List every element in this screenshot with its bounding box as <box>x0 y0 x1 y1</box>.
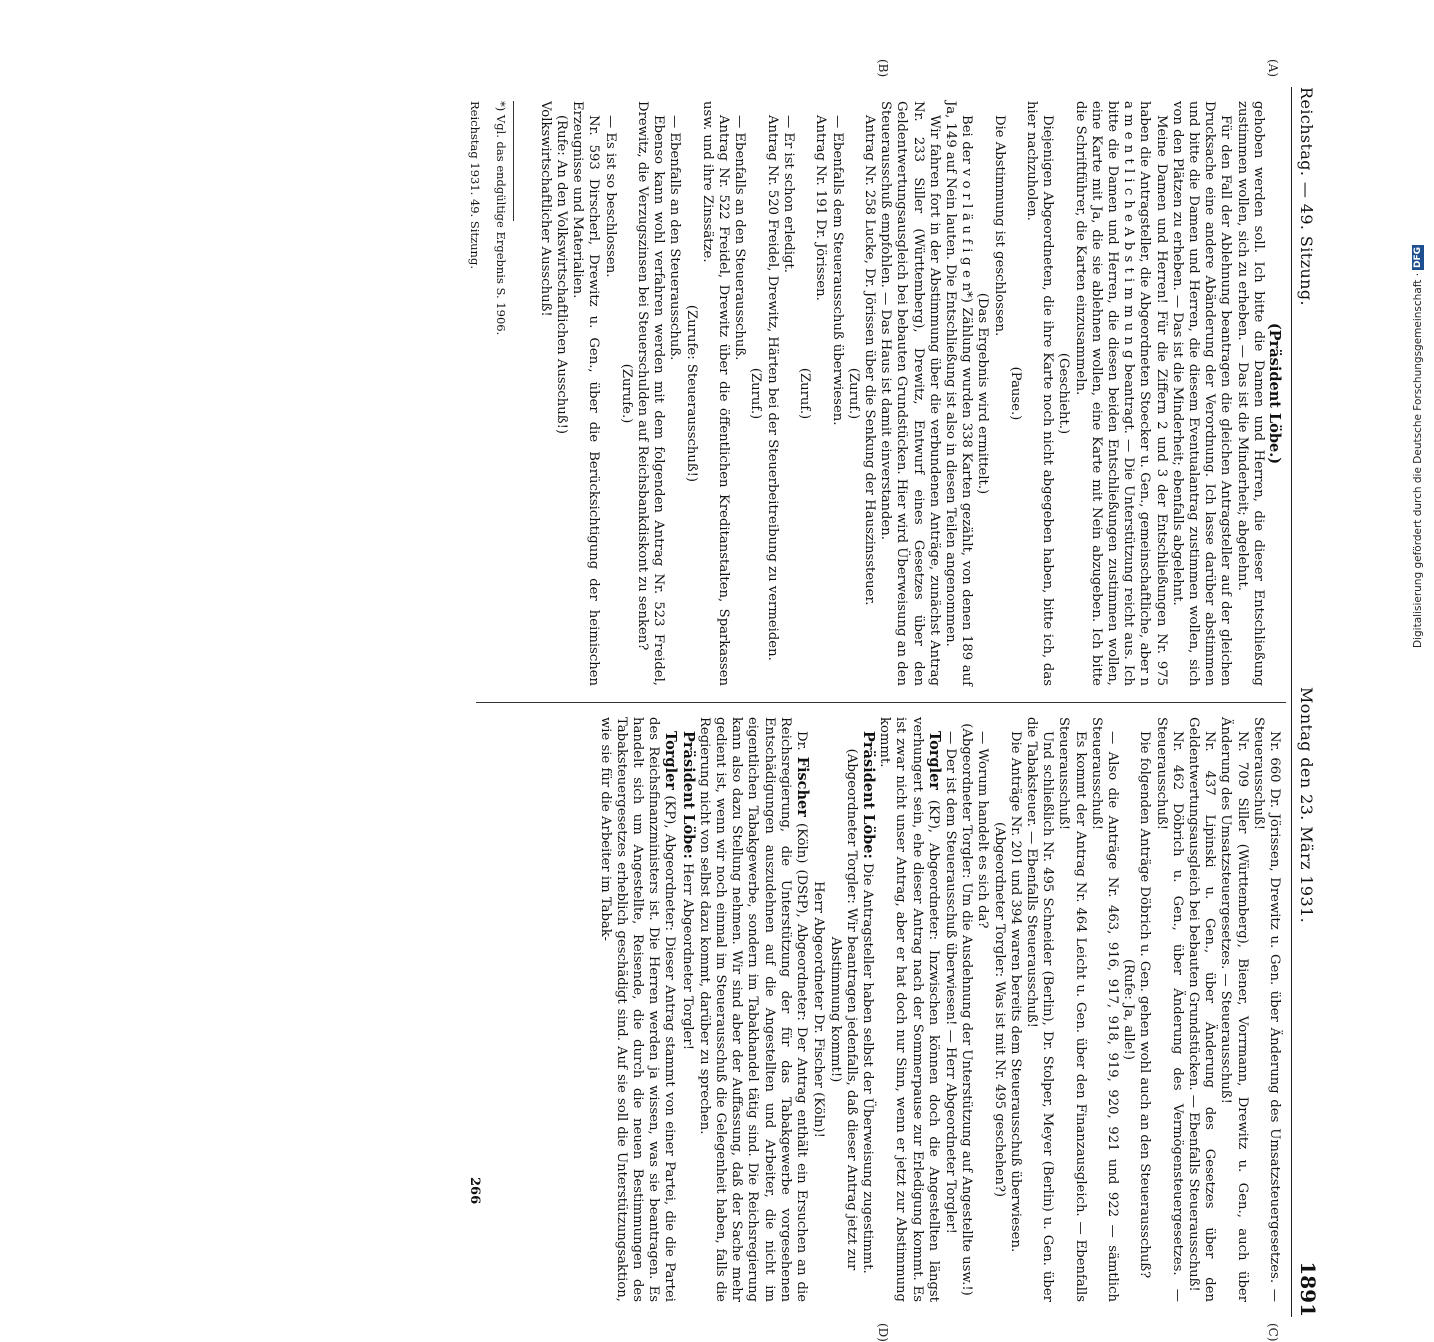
interjection: (Abgeordneter Torgler: Wir beantragen jedenfalls, daß dieser Antrag jetzt zur Abstimmung kommt!) <box>827 748 859 1271</box>
document-page <box>440 59 1320 1342</box>
paragraph: Die Abstimmung ist geschlossen. <box>991 115 1007 337</box>
paragraph: Und schließlich Nr. 495 Schneider (Berlin), Dr. Stolper, Meyer (Berlin) u. Gen. über die Tabaksteuer. — Ebenfalls Steuerausschuß! <box>1023 717 1056 1302</box>
paragraph: Die folgenden Anträge Döbrich u. Gen. gehen wohl auch an den Steuerausschuß? <box>1137 731 1153 1279</box>
interjection: (Das Ergebnis wird ermittelt.) <box>975 292 991 495</box>
speech-torgler <box>596 717 678 1302</box>
speech-fischer <box>696 717 810 1302</box>
paragraph: Antrag Nr. 522 Freidel, Drewitz über die öffentlichen Kreditanstalten, Sparkassen usw. und ihre Zinssätze. <box>699 101 732 686</box>
paragraph: Die Anträge Nr. 201 und 394 waren bereits dem Steuerausschuß überwiesen. <box>1007 731 1023 1253</box>
paragraph: — Ebenfalls an den Steuerausschuß. <box>732 115 748 361</box>
margin-marker-b: (B) <box>876 59 890 78</box>
paragraph: Antrag Nr. 520 Freidel, Drewitz, Härten bei der Steuerbeitreibung zu vermeiden. <box>764 115 780 661</box>
paragraph: — Ebenfalls an den Steuerausschuß. <box>667 115 683 361</box>
speech-text: (KP), Abgeordneter: Dieser Antrag stammt von einer Partei, die die Partei des Reichsfinanzministers ist. Die Herren werden ja wissen, was sie beantragen. Es handelt sich um Angestellte, Reisende, die durch die neuen Bestimmungen des Tabaksteuergesetzes erheblich geschädigt sind. Auf sie soll die Unterstützungsaktion, wie sie für die Arbeiter im Tabak- <box>597 717 678 1302</box>
dfg-logo: DFG <box>1413 246 1423 268</box>
paragraph: Antrag Nr. 191 Dr. Jörissen. <box>813 115 829 301</box>
page-number: 1891 <box>1296 1261 1320 1317</box>
interjection: (Rufe: Ja, alle!) <box>1121 959 1137 1060</box>
speech-text: Herr Abgeordneter Torgler! <box>679 858 695 1051</box>
paragraph: Bei der v o r l ä u f i g e n*) Zählung wurden 338 Karten gezählt, von denen 189 auf Ja, 149 auf Nein lauten. Die Entschließung ist also in diesen Teilen angenommen. <box>942 101 975 686</box>
interjection: (Geschieht.) <box>1056 352 1072 435</box>
paragraph: Nr. 709 Siller (Württemberg), Biener, Vorrmann, Drewitz u. Gen., auch über Änderung des Umsatzsteuergesetzes. — Steuerausschuß! <box>1218 717 1250 1302</box>
interjection: (Rufe: An den Volkswirtschaftlichen Ausschuß!) <box>554 115 570 435</box>
speech-president <box>859 717 876 1302</box>
header-date: Montag den 23. März 1931. <box>1297 687 1316 924</box>
digitization-credit <box>1412 8 1434 648</box>
speaker-prefix: Dr. <box>794 731 810 757</box>
paragraph: Nr. 593 Dirscherl, Drewitz u. Gen., über die Berücksichtigung der heimischen Erzeugnisse und Materialien. <box>570 101 602 686</box>
interjection: (Abgeordneter Torgler: Um die Ausdehnung der Unterstützung auf Angestellte usw.!) <box>959 723 975 1296</box>
speaker-name: Fischer <box>794 756 812 817</box>
credit-text: Digitalisierung gefördert durch die Deutsche Forschungsgemeinschaft · <box>1412 269 1424 648</box>
right-column <box>596 717 1282 1302</box>
paragraph: Diejenigen Abgeordneten, die ihre Karte noch nicht abgegeben haben, bitte ich, das hier nachzuholen. <box>1023 101 1056 686</box>
paragraph: — Worum handelt es sich da? <box>975 731 991 929</box>
left-column <box>537 101 1282 686</box>
footer-number: 266 <box>467 1177 482 1205</box>
paragraph: — Es ist so beschlossen. <box>602 115 618 278</box>
paragraph: — Ebenfalls dem Steuerausschuß überwiesen. <box>829 115 845 426</box>
paragraph: Nr. 437 Lipinski u. Gen., über Änderung des Gesetzes über den Geldentwertungsausgleich bei bebauten Grundstücken. — Ebenfalls Steuerausschuß! <box>1185 717 1218 1302</box>
speaker-name: Torgler <box>925 731 943 790</box>
speech-torgler <box>876 717 942 1302</box>
interjection: (Zurufe: Steuerausschuß!) <box>683 304 699 483</box>
paragraph: gehoben werden soll. Ich bitte die Damen und Herren, die dieser Entschließung zustimmen wollen, sich zu erheben. — Das ist die Minderheit; abgelehnt. <box>1234 101 1266 686</box>
footnote: *) Vgl. das endgültige Ergebnis S. 1906. <box>494 101 508 336</box>
interjection: (Zurufe.) <box>618 363 634 424</box>
speech-president <box>678 717 695 1302</box>
paragraph: Antrag Nr. 258 Lucke, Dr. Jörissen über die Senkung der Hauszinssteuer. <box>861 115 877 606</box>
interjection: (Zuruf.) <box>748 367 764 420</box>
paragraph: — Der ist dem Steuerausschuß überwiesen! — Herr Abgeordneter Torgler! <box>942 731 958 1234</box>
paragraph: Wir fahren fort in der Abstimmung über die verbundenen Anträge, zunächst Antrag Nr. 233 Siller (Württemberg), Drewitz, Entwurf eines Gesetzes über den Geldentwertungsausgleich bei bebauten Grundstücken. Hier wird Überweisung an den Steuerausschuß empfohlen. — Das Haus ist damit einverstanden. <box>878 101 942 686</box>
interjection: (Zuruf.) <box>845 367 861 420</box>
paragraph: Für den Fall der Ablehnung beantragen die gleichen Antragsteller auf der gleichen Drucksache eine andere Abänderung der Verordnung. Ich lasse darüber abstimmen und bitte die Damen und Herren, die diesem Eventualantrag zustimmen wollen, sich von den Plätzen zu erheben. — Das ist die Minderheit; ebenfalls abgelehnt. <box>1169 101 1234 686</box>
margin-marker-a: (A) <box>1266 59 1280 78</box>
speaker-name: Torgler <box>662 731 680 790</box>
interjection: (Abgeordneter Torgler: Was ist mit Nr. 495 geschehen?) <box>991 821 1007 1198</box>
paragraph: Volkswirtschaftlicher Ausschuß! <box>537 101 553 317</box>
paragraph: Herr Abgeordneter Dr. Fischer (Köln)! <box>811 881 827 1138</box>
footnote-rule <box>513 101 514 221</box>
interjection: (Pause.) <box>1007 366 1023 421</box>
speaker-name: Präsident Löbe: <box>859 731 877 859</box>
speech-text: (KP), Abgeordneter: Inzwischen können doch die Angestellten längst verhungert sein, ehe dieser Antrag nach der Sommerpause zur Erledigung kommt. Es ist zwar nicht unser Antrag, aber er hat doch nur Sinn, wenn er jetzt zur Abstimmung kommt. <box>877 717 941 1302</box>
paragraph: Ebenso kann wohl verfahren werden mit dem folgenden Antrag Nr. 523 Freidel, Drewitz, die Verzugszinsen bei Steuerschulden auf Reichsbankdiskont zu senken? <box>635 101 667 686</box>
paragraph: Es kommt der Antrag Nr. 464 Leicht u. Gen. über den Finanzausgleich. — Ebenfalls Steuerausschuß! <box>1056 717 1088 1302</box>
margin-marker-c: (C) <box>1266 1323 1280 1342</box>
paragraph: — Er ist schon erledigt. <box>780 115 796 273</box>
speech-text: Die Antragsteller haben selbst der Überweisung zugestimmt. <box>859 858 875 1274</box>
margin-marker-d: (D) <box>876 1323 890 1342</box>
speaker-name: Präsident Löbe: <box>679 731 697 859</box>
column-divider <box>476 702 1286 703</box>
speech-text: (Köln) (DStP), Abgeordneter: Der Antrag enthält ein Ersuchen an die Reichsregierung, die Unterstützung der für das Tabakgewerbe vorgesehenen Entschädigungen auszudehnen auf die Angestellten und Arbeiter, die nicht im eigentlichen Tabakgewerbe, sondern im Tabakhandel tätig sind. Die Reichsregierung kann also dazu Stellung nehmen. Wir sind aber der Auffassung, daß der Sache mehr gedient ist, wenn wir noch einmal im Steuerausschuß die Gelegenheit haben, falls die Regierung nicht von selbst dazu kommt, darüber zu sprechen. <box>696 717 810 1302</box>
paragraph: Nr. 462 Döbrich u. Gen., über Änderung des Vermögensteuergesetzes. — Steuerausschuß! <box>1153 717 1185 1302</box>
header-rule <box>1291 87 1292 1317</box>
paragraph: — Also die Anträge Nr. 463, 916, 917, 918, 919, 920, 921 und 922 — sämtlich Steuerausschuß! <box>1088 717 1120 1302</box>
interjection: (Zuruf.) <box>797 367 813 420</box>
paragraph: Meine Damen und Herren! Für die Ziffern 2 und 3 der Entschließungen Nr. 975 haben die Antragsteller, die Abgeordneten Stoecker u. Gen., gemeinschaftliche, aber n a m e n t l i c h e A b s t i m m u n g beantragt. — Die Unterstützung reicht aus. Ich bitte die Damen und Herren, die diesen beiden Entschließungen zustimmen wollen, eine Karte mit Ja, die sie ablehnen wollen, eine Karte mit Nein abzugeben. Ich bitte die Schriftführer, die Karten einzusammeln. <box>1072 101 1169 686</box>
header-session: Reichstag. — 49. Sitzung. <box>1297 87 1316 306</box>
paragraph: Nr. 660 Dr. Jörissen, Drewitz u. Gen. über Änderung des Umsatzsteuergesetzes. — Steuerausschuß! <box>1250 717 1282 1302</box>
speaker-heading: (Präsident Löbe.) <box>1266 322 1283 465</box>
footer-source: Reichstag 1931. 49. Sitzung. <box>468 101 482 269</box>
